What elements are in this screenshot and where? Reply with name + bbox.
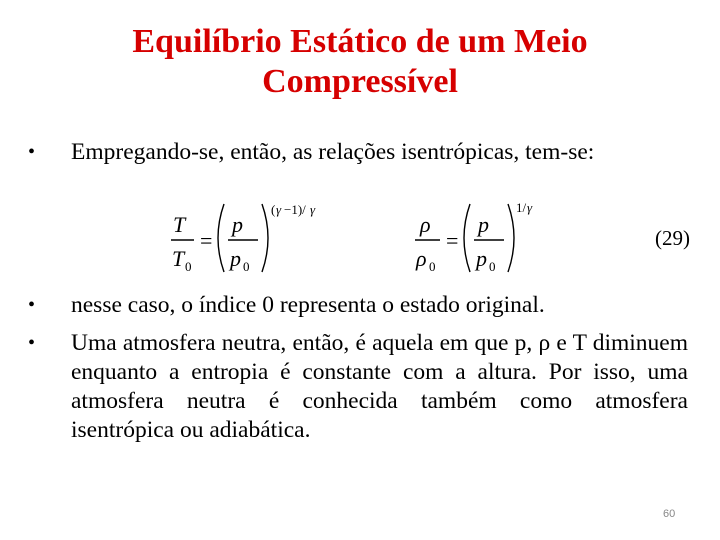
- svg-text:1/: 1/: [516, 200, 527, 215]
- bullet-dot: •: [28, 332, 36, 354]
- svg-text:0: 0: [489, 259, 496, 274]
- svg-text:=: =: [446, 228, 459, 253]
- svg-text:γ: γ: [276, 202, 282, 217]
- svg-text:p: p: [478, 212, 489, 237]
- svg-text:0: 0: [243, 259, 250, 274]
- bullet-dot: •: [28, 141, 36, 163]
- svg-text:ρ: ρ: [420, 212, 431, 237]
- bullet-text: Uma atmosfera neutra, então, é aquela em que p, ρ e T diminuem enquanto a entropia é constante com a altura. Por isso, uma atmosfera neutra é conhecida também como atmosfera isentrópica ou adiabática.: [71, 330, 688, 443]
- title-line-1: Equilíbrio Estático de um Meio: [132, 23, 588, 60]
- bullet-text: Empregando-se, então, as relações isentrópicas, tem-se:: [71, 139, 595, 165]
- equation-number: (29): [655, 226, 690, 250]
- svg-text:ρ: ρ: [416, 246, 427, 271]
- svg-text:(: (: [271, 202, 276, 217]
- svg-text:−1)/: −1)/: [284, 202, 306, 217]
- svg-text:p: p: [476, 246, 487, 271]
- page-number: 60: [663, 508, 676, 520]
- slide-title: [0, 22, 720, 102]
- svg-text:γ: γ: [527, 200, 533, 215]
- svg-text:p: p: [232, 212, 243, 237]
- bullet-text: nesse caso, o índice 0 representa o estado original.: [71, 292, 545, 318]
- equation-temperature: [168, 198, 328, 278]
- bullet-item: [28, 138, 688, 167]
- svg-text:γ: γ: [310, 202, 316, 217]
- svg-text:T: T: [172, 246, 185, 271]
- svg-text:0: 0: [429, 259, 436, 274]
- title-line-2: Compressível: [262, 63, 458, 100]
- svg-text:T: T: [173, 212, 186, 237]
- svg-text:=: =: [200, 228, 213, 253]
- svg-text:p: p: [230, 246, 241, 271]
- svg-text:0: 0: [185, 259, 192, 274]
- bullet-item: [28, 329, 688, 445]
- equation-density: [412, 198, 542, 278]
- bullet-item: [28, 291, 688, 320]
- bullet-dot: •: [28, 294, 36, 316]
